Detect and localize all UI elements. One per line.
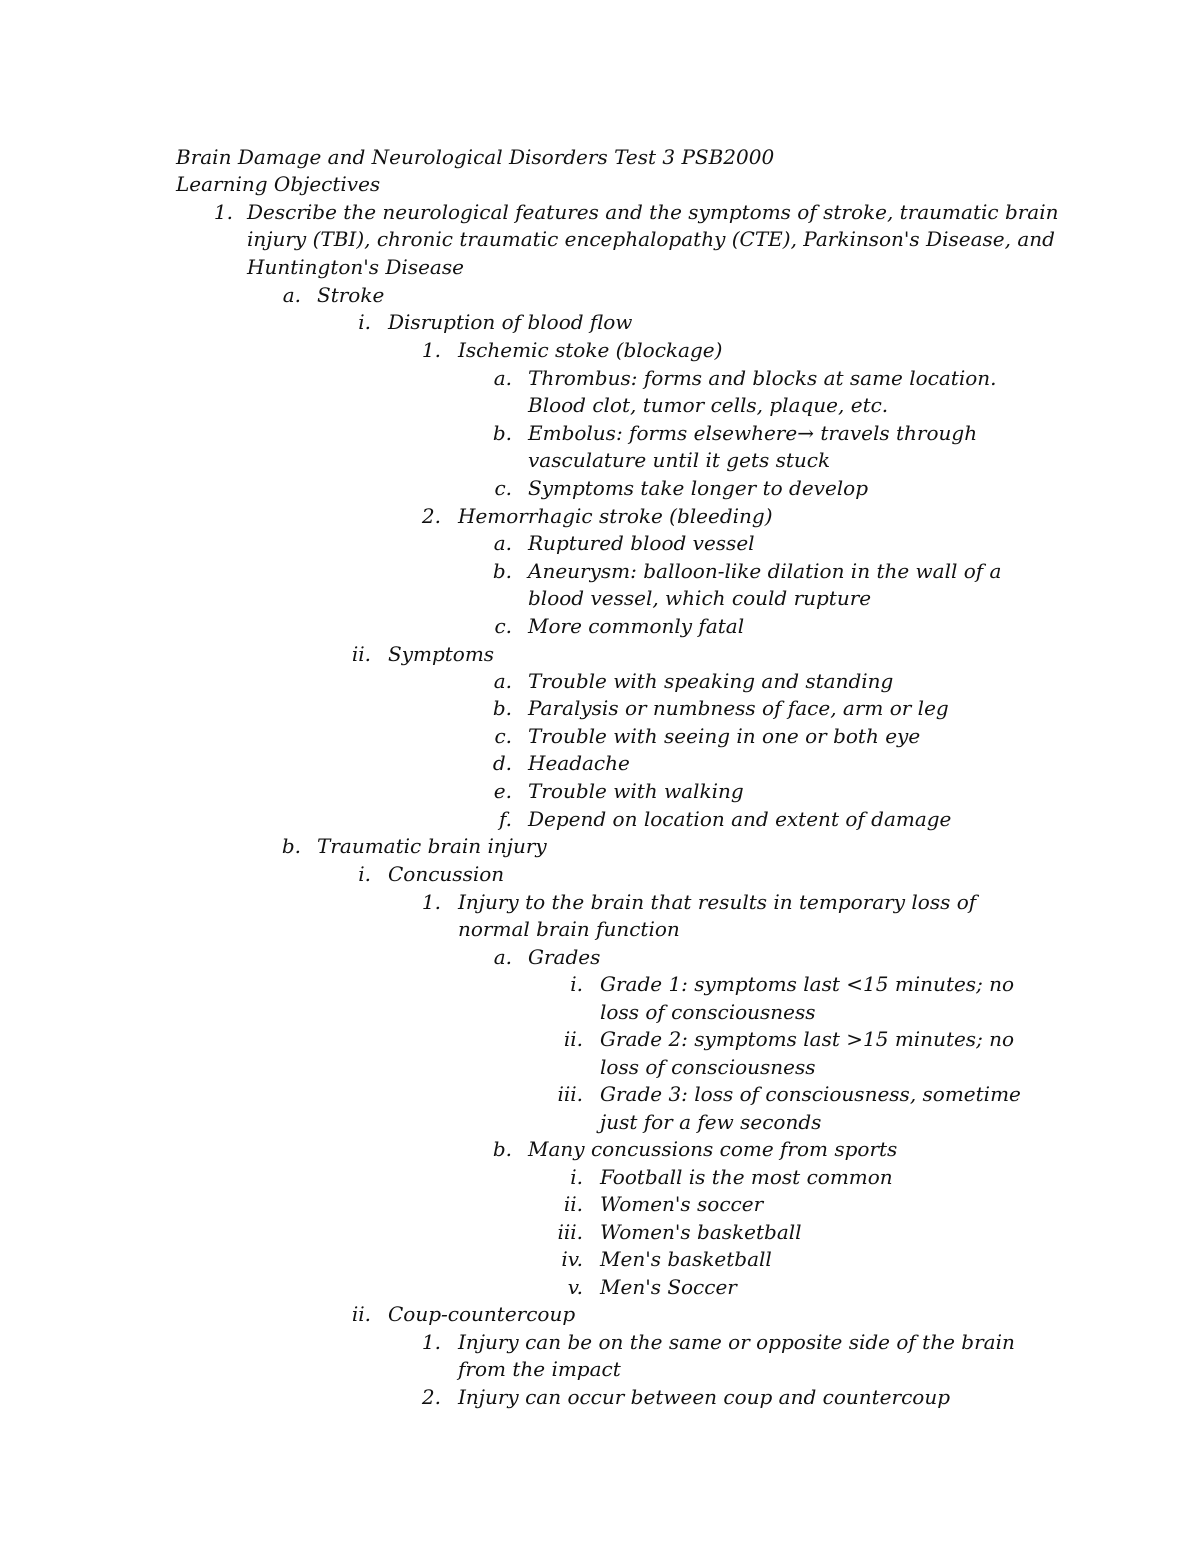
list-marker: 2. (421, 504, 441, 528)
outline-line (0, 860, 1200, 888)
list-marker: i. (570, 1165, 583, 1189)
list-item-text: Trouble with speaking and standing (528, 669, 894, 693)
outline-line (0, 1190, 1200, 1218)
list-marker: a. (282, 283, 301, 307)
list-item-text: blood vessel, which could rupture (528, 586, 872, 610)
list-marker: d. (492, 751, 512, 775)
outline-line (0, 308, 1200, 336)
list-marker: iii. (557, 1220, 583, 1244)
list-item-text: Injury can occur between coup and countercoup (458, 1385, 951, 1409)
list-marker: ii. (351, 642, 371, 666)
outline-line (0, 1383, 1200, 1411)
list-item-text: Grade 3: loss of consciousness, sometime (600, 1082, 1021, 1106)
list-marker: 1. (213, 200, 233, 224)
list-item-text: Grades (528, 945, 601, 969)
outline-line (0, 502, 1200, 530)
list-item-text: vasculature until it gets stuck (528, 448, 831, 472)
list-item-text: normal brain function (458, 917, 680, 941)
list-item-text: Thrombus: forms and blocks at same location. (528, 366, 997, 390)
list-item-text: Hemorrhagic stroke (bleeding) (458, 504, 773, 528)
list-marker: f. (498, 807, 512, 831)
list-marker: a. (493, 945, 512, 969)
list-item-text: Depend on location and extent of damage (528, 807, 952, 831)
list-item-text: Traumatic brain injury (317, 834, 547, 858)
document-subtitle-line (0, 170, 1200, 198)
list-item-text: Aneurysm: balloon-like dilation in the wall of a (528, 559, 1002, 583)
outline-line (0, 391, 1200, 419)
list-item-text: Injury can be on the same or opposite side of the brain (458, 1330, 1015, 1354)
outline-line (0, 364, 1200, 392)
list-marker: ii. (563, 1192, 583, 1216)
list-item-text: just for a few seconds (600, 1110, 822, 1134)
list-marker: b. (492, 559, 512, 583)
list-marker: v. (567, 1275, 583, 1299)
list-item-text: Blood clot, tumor cells, plaque, etc. (528, 393, 889, 417)
outline-line (0, 749, 1200, 777)
list-item-text: injury (TBI), chronic traumatic encephalopathy (CTE), Parkinson's Disease, and (247, 227, 1055, 251)
list-item-text: Paralysis or numbness of face, arm or leg (528, 696, 949, 720)
list-marker: a. (493, 669, 512, 693)
list-marker: 2. (421, 1385, 441, 1409)
list-marker: b. (281, 834, 301, 858)
outline-line (0, 612, 1200, 640)
outline-line (0, 694, 1200, 722)
outline-line (0, 888, 1200, 916)
outline-line (0, 1080, 1200, 1108)
outline-line (0, 777, 1200, 805)
list-item-text: Ruptured blood vessel (528, 531, 755, 555)
document-title-line (0, 143, 1200, 171)
outline-line (0, 970, 1200, 998)
list-item-text: Symptoms (388, 642, 495, 666)
list-item-text: Concussion (388, 862, 505, 886)
list-item-text: Injury to the brain that results in temporary loss of (458, 890, 977, 914)
list-marker: ii. (351, 1302, 371, 1326)
list-marker: iv. (561, 1247, 583, 1271)
outline-line (0, 474, 1200, 502)
outline-line (0, 253, 1200, 281)
list-item-text: Women's soccer (600, 1192, 764, 1216)
list-marker: i. (570, 972, 583, 996)
list-item-text: Headache (528, 751, 630, 775)
list-marker: ii. (563, 1027, 583, 1051)
list-item-text: Women's basketball (600, 1220, 802, 1244)
outline-line (0, 640, 1200, 668)
outline-line (0, 529, 1200, 557)
list-marker: c. (494, 614, 512, 638)
list-marker: 1. (421, 1330, 441, 1354)
outline-line (0, 1053, 1200, 1081)
list-marker: i. (358, 310, 371, 334)
outline-line (0, 419, 1200, 447)
list-item-text: Ischemic stoke (blockage) (458, 338, 723, 362)
list-marker: 1. (421, 338, 441, 362)
outline-line (0, 336, 1200, 364)
outline-line (0, 998, 1200, 1026)
outline-line (0, 943, 1200, 971)
list-item-text: Men's Soccer (600, 1275, 737, 1299)
outline-line (0, 1300, 1200, 1328)
list-item-text: Trouble with walking (528, 779, 744, 803)
list-item-text: Football is the most common (600, 1165, 893, 1189)
list-item-text: from the impact (458, 1357, 621, 1381)
list-item-text: Trouble with seeing in one or both eye (528, 724, 921, 748)
list-item-text: Describe the neurological features and the symptoms of stroke, traumatic brain (247, 200, 1059, 224)
list-item-text: Embolus: forms elsewhere→ travels through (528, 421, 978, 445)
outline-line (0, 1108, 1200, 1136)
list-item-text: loss of consciousness (600, 1000, 816, 1024)
list-marker: 1. (421, 890, 441, 914)
outline-line (0, 1355, 1200, 1383)
outline-line (0, 1163, 1200, 1191)
outline-line (0, 1025, 1200, 1053)
list-marker: a. (493, 366, 512, 390)
list-marker: c. (494, 476, 512, 500)
list-item-text: More commonly fatal (528, 614, 745, 638)
outline-line (0, 722, 1200, 750)
list-item-text: Men's basketball (600, 1247, 772, 1271)
list-marker: c. (494, 724, 512, 748)
outline-line (0, 805, 1200, 833)
list-marker: b. (492, 696, 512, 720)
document-title: Brain Damage and Neurological Disorders Test 3 PSB2000 (176, 145, 775, 169)
outline-line (0, 832, 1200, 860)
outline-line (0, 281, 1200, 309)
outline-line (0, 1245, 1200, 1273)
list-item-text: Disruption of blood flow (388, 310, 633, 334)
list-marker: b. (492, 1137, 512, 1161)
list-item-text: Grade 2: symptoms last >15 minutes; no (600, 1027, 1015, 1051)
list-item-text: Coup-countercoup (388, 1302, 576, 1326)
outline-line (0, 1135, 1200, 1163)
outline-line (0, 667, 1200, 695)
document-subtitle: Learning Objectives (176, 172, 381, 196)
list-marker: b. (492, 421, 512, 445)
list-marker: i. (358, 862, 371, 886)
outline-line (0, 584, 1200, 612)
list-item-text: Grade 1: symptoms last <15 minutes; no (600, 972, 1015, 996)
list-marker: e. (493, 779, 512, 803)
list-item-text: Huntington's Disease (247, 255, 464, 279)
outline-line (0, 1273, 1200, 1301)
list-marker: a. (493, 531, 512, 555)
outline-line (0, 1328, 1200, 1356)
list-item-text: Many concussions come from sports (528, 1137, 898, 1161)
outline-line (0, 225, 1200, 253)
outline-line (0, 446, 1200, 474)
outline-line (0, 1218, 1200, 1246)
outline-line (0, 557, 1200, 585)
list-item-text: loss of consciousness (600, 1055, 816, 1079)
outline-line (0, 198, 1200, 226)
list-item-text: Symptoms take longer to develop (528, 476, 869, 500)
outline-line (0, 915, 1200, 943)
list-marker: iii. (557, 1082, 583, 1106)
list-item-text: Stroke (317, 283, 385, 307)
